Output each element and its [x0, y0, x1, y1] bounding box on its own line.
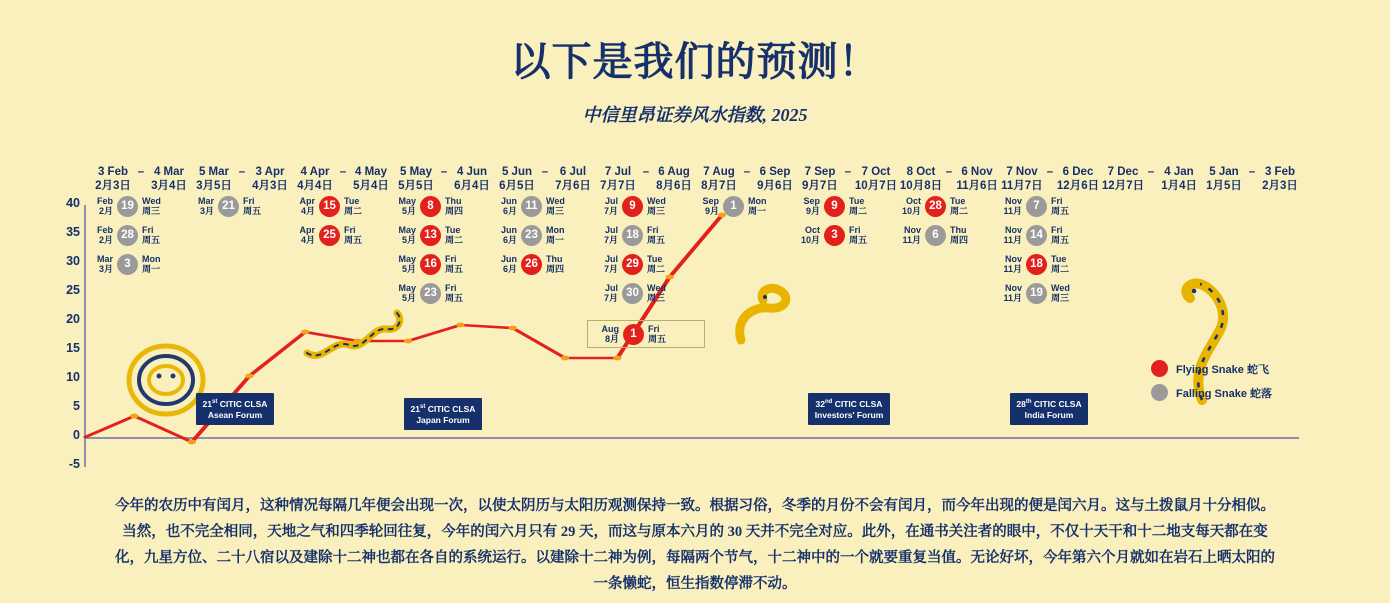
column-header: 5 May – 4 Jun 5月5日 6月4日: [398, 166, 490, 192]
date-chip[interactable]: Feb 2月 28 Fri 周五: [96, 225, 161, 245]
day-bubble: 19: [1026, 283, 1047, 304]
event-label-india-forum[interactable]: 28th CITIC CLSA India Forum: [1010, 393, 1088, 425]
date-chip[interactable]: Apr 4月 15 Tue 周二: [299, 196, 363, 216]
date-chip[interactable]: Oct 10月 28 Tue 周二: [901, 196, 969, 216]
y-tick: -5: [68, 457, 80, 471]
date-chip[interactable]: May 5月 8 Thu 周四: [398, 196, 464, 216]
coiled-snake-icon: [129, 346, 203, 414]
day-bubble: 23: [420, 283, 441, 304]
date-chip[interactable]: Oct 10月 3 Fri 周五: [800, 225, 868, 245]
day-bubble: 19: [117, 196, 138, 217]
event-label-asean-forum[interactable]: 21st CITIC CLSA Asean Forum: [196, 393, 274, 425]
date-chip[interactable]: Jul 7月 18 Fri 周五: [603, 225, 666, 245]
y-tick: 35: [66, 225, 80, 239]
date-chip-group: [991, 193, 1109, 309]
page-title: 以下是我们的预测！: [510, 39, 880, 84]
day-bubble: 28: [925, 196, 946, 217]
day-bubble: 9: [622, 196, 643, 217]
rearing-snake-icon: [740, 288, 786, 340]
date-chip[interactable]: Sep 9月 1 Mon 周一: [702, 196, 767, 216]
y-tick: 15: [66, 341, 80, 355]
flying-snake-dot-icon: [1151, 360, 1168, 377]
footer-line-1: 今年的农历中有闰月，这种情况每隔几年便会出现一次，以使太阴历与太阳历观测保持一致。根据习俗，冬季的月份不会有闰月，而今年出现的便是闰六月。这与土拨鼠月十分相似。: [115, 498, 1275, 514]
day-bubble: 3: [117, 254, 138, 275]
fengshui-index-chart: [0, 165, 1390, 495]
day-bubble: 29: [622, 254, 643, 275]
day-bubble: 3: [824, 225, 845, 246]
footer-line-2: 当然，也不完全相同，天地之气和四季轮回往复，今年的闰六月只有 29 天，而这与原本六月的 30 天并不完全对应。此外，在通书关注者的眼中，不仅十天干和十二地支每天都在变: [122, 524, 1268, 540]
day-bubble: 18: [622, 225, 643, 246]
day-bubble: 14: [1026, 225, 1047, 246]
y-tick: 0: [73, 428, 80, 442]
chart-legend: [1151, 360, 1272, 408]
day-bubble: 1: [723, 196, 744, 217]
legend-item-falling-snake: [1151, 384, 1272, 401]
column-header: 4 Apr – 4 May 4月4日 5月4日: [297, 166, 389, 192]
event-label-investors-forum[interactable]: 32nd CITIC CLSA Investors' Forum: [808, 393, 890, 425]
day-bubble: 26: [521, 254, 542, 275]
date-chip[interactable]: Mar 3月 3 Mon 周一: [96, 254, 161, 274]
column-header: 8 Oct – 6 Nov 10月8日 11月6日: [899, 166, 998, 192]
day-bubble: 13: [420, 225, 441, 246]
date-chip[interactable]: May 5月 13 Tue 周二: [398, 225, 464, 245]
footer-line-3: 化，九星方位、二十八宿以及建除十二神也都在各自的系统运行。以建除十二神为例，每隔两个节气，十二神中的一个就要重复当值。无论好坏，今年第六个月就如在岩石上晒太阳的: [115, 550, 1275, 566]
date-chip[interactable]: Nov 11月 19 Wed 周三: [1003, 283, 1070, 303]
column-header: 5 Mar – 3 Apr 3月5日 4月3日: [196, 166, 288, 192]
column-header: 7 Jul – 6 Aug 7月7日 8月6日: [600, 166, 692, 192]
day-bubble: 6: [925, 225, 946, 246]
y-tick: 30: [66, 254, 80, 268]
day-bubble: 7: [1026, 196, 1047, 217]
date-chip[interactable]: Apr 4月 25 Fri 周五: [299, 225, 363, 245]
date-chip[interactable]: Nov 11月 18 Tue 周二: [1003, 254, 1070, 274]
column-header: 7 Aug – 6 Sep 8月7日 9月6日: [701, 166, 793, 192]
date-chip[interactable]: Mar 3月 21 Fri 周五: [197, 196, 262, 216]
falling-snake-dot-icon: [1151, 384, 1168, 401]
event-label-japan-forum[interactable]: 21st CITIC CLSA Japan Forum: [404, 398, 482, 430]
y-tick: 20: [66, 312, 80, 326]
y-tick: 5: [73, 399, 80, 413]
column-header: 7 Dec – 4 Jan 12月7日 1月4日: [1101, 166, 1197, 192]
day-bubble: 18: [1026, 254, 1047, 275]
date-chip[interactable]: Aug 8月 1 Fri 周五: [587, 320, 705, 348]
date-chip[interactable]: Sep 9月 9 Tue 周二: [803, 196, 868, 216]
legend-item-flying-snake: [1151, 360, 1272, 377]
date-chip[interactable]: Nov 11月 14 Fri 周五: [1003, 225, 1070, 245]
column-header: 3 Feb – 4 Mar 2月3日 3月4日: [95, 166, 187, 192]
date-chip[interactable]: Feb 2月 19 Wed 周三: [96, 196, 161, 216]
footer-commentary: [0, 493, 1390, 597]
day-bubble: 30: [622, 283, 643, 304]
column-header: 7 Nov – 6 Dec 11月7日 12月6日: [1001, 166, 1100, 192]
y-tick: 25: [66, 283, 80, 297]
day-bubble: 28: [117, 225, 138, 246]
date-chip[interactable]: Jul 7月 9 Wed 周三: [603, 196, 666, 216]
legend-label: Flying Snake 蛇飞: [1176, 363, 1269, 376]
day-bubble: 8: [420, 196, 441, 217]
date-chip[interactable]: May 5月 16 Fri 周五: [398, 254, 464, 274]
day-bubble: 23: [521, 225, 542, 246]
y-tick: 40: [66, 196, 80, 210]
date-chip[interactable]: Jul 7月 29 Tue 周二: [603, 254, 666, 274]
column-header: 7 Sep – 7 Oct 9月7日 10月7日: [802, 166, 898, 192]
footer-line-4: 一条懒蛇，恒生指数停滞不动。: [593, 576, 797, 592]
day-bubble: 1: [623, 324, 644, 345]
y-tick: 10: [66, 370, 80, 384]
date-chip[interactable]: Jul 7月 30 Wed 周三: [603, 283, 666, 303]
day-bubble: 9: [824, 196, 845, 217]
date-chip[interactable]: Jun 6月 11 Wed 周三: [500, 196, 565, 216]
date-chip[interactable]: Nov 11月 7 Fri 周五: [1003, 196, 1070, 216]
column-header: 5 Jan – 3 Feb 1月5日 2月3日: [1206, 166, 1298, 192]
column-header: 5 Jun – 6 Jul 6月5日 7月6日: [499, 166, 591, 192]
day-bubble: 16: [420, 254, 441, 275]
day-bubble: 15: [319, 196, 340, 217]
day-bubble: 11: [521, 196, 542, 217]
legend-label: Falling Snake 蛇落: [1176, 387, 1272, 400]
day-bubble: 21: [218, 196, 239, 217]
date-chip[interactable]: Nov 11月 6 Thu 周四: [902, 225, 969, 245]
date-chip[interactable]: Jun 6月 26 Thu 周四: [500, 254, 565, 274]
page-subtitle: 中信里昂证券风水指数, 2025: [582, 105, 808, 125]
date-chip[interactable]: May 5月 23 Fri 周五: [398, 283, 464, 303]
day-bubble: 25: [319, 225, 340, 246]
date-chip[interactable]: Jun 6月 23 Mon 周一: [500, 225, 565, 245]
